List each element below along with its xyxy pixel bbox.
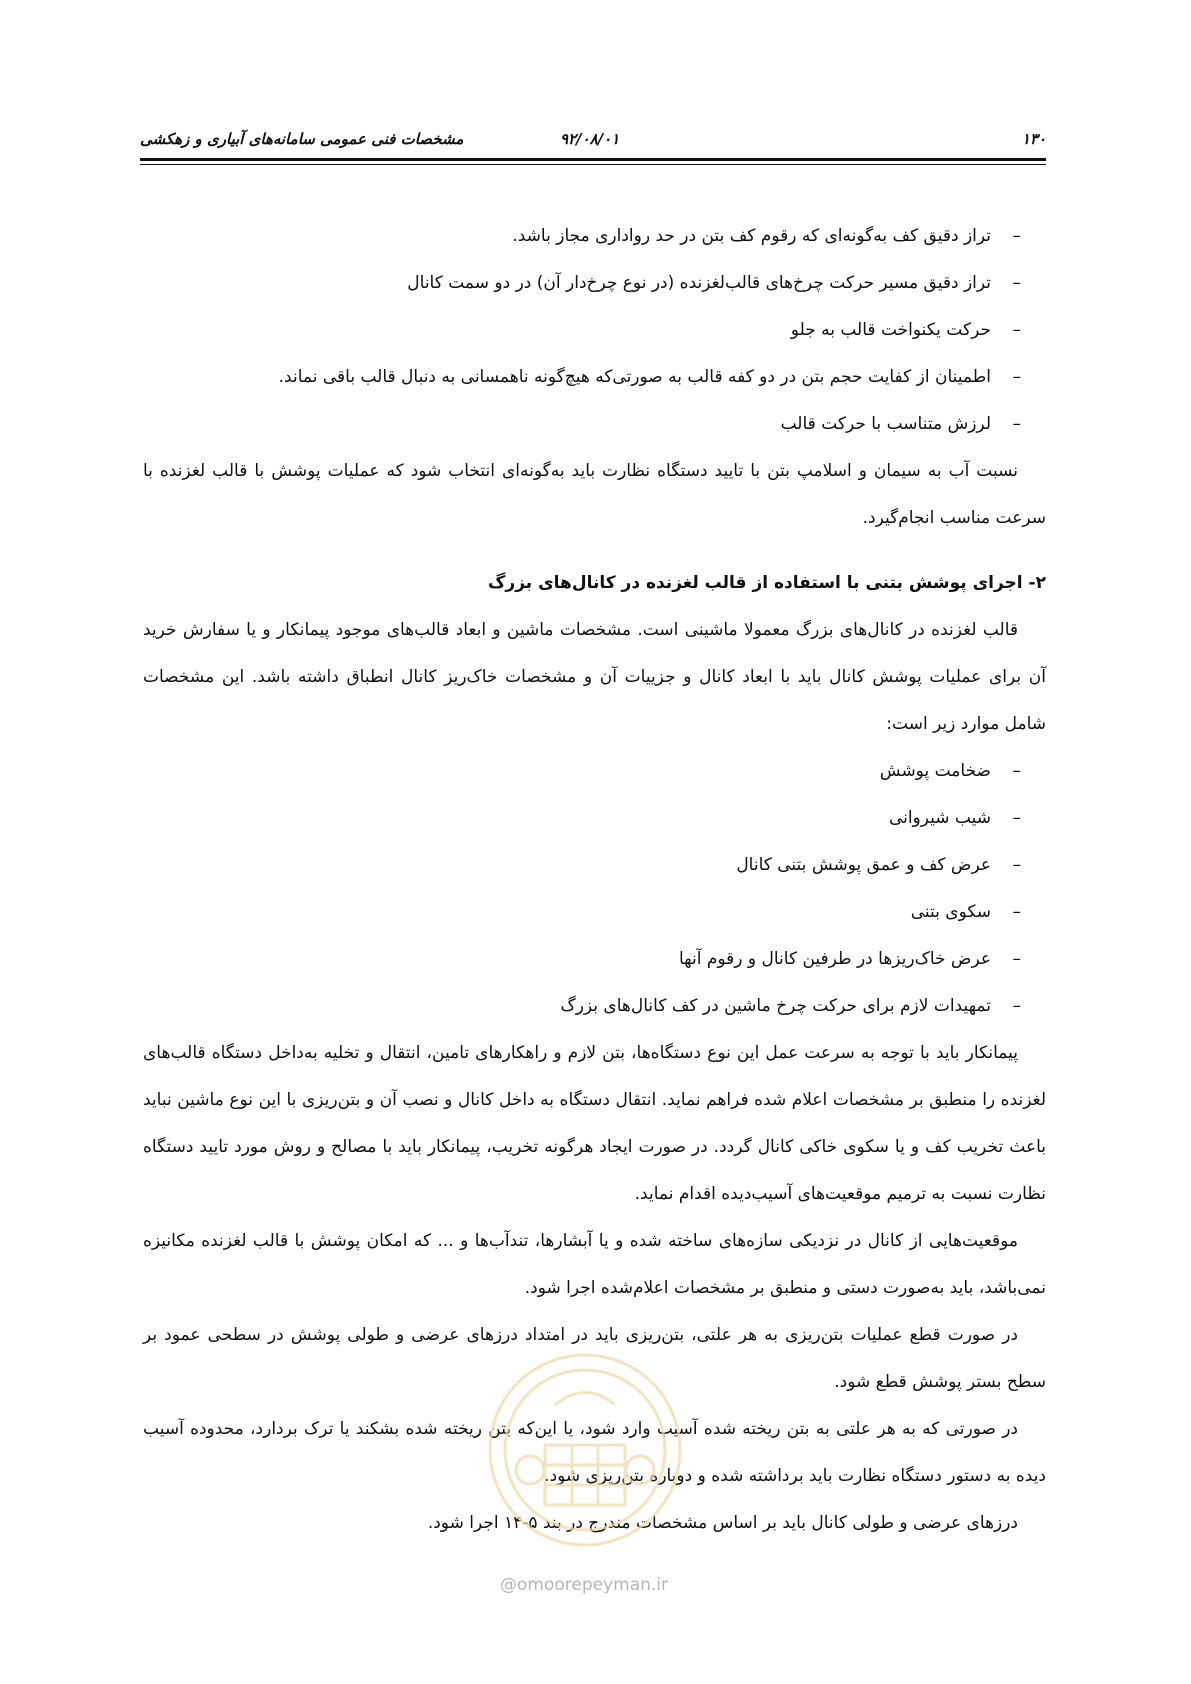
list-item: – تمهیدات لازم برای حرکت چرخ ماشین در کف کانال‌های بزرگ [143,983,1021,1030]
page-number: ۱۳۰ [1021,130,1046,148]
header-rule-thick [140,158,1046,161]
list-item: – لرزش متناسب با حرکت قالب [143,401,1021,448]
list-item: – ضخامت پوشش [143,748,1021,795]
paragraph: در صورت قطع عملیات بتن‌ریزی به هر علتی، بتن‌ریزی باید در امتداد درزهای عرضی و طولی پوشش در سطحی عمود بر سطح بستر پوشش قطع شود. [143,1325,1046,1392]
list-item: – حرکت یکنواخت قالب به جلو [143,307,1021,354]
list-item: – اطمینان از کفایت حجم بتن در دو کفه قالب به صورتی‌که هیچ‌گونه ناهمسانی به دنبال قالب باقی نماند. [143,354,1021,401]
section-heading: ۲- اجرای پوشش بتنی با استفاده از قالب لغزنده در کانال‌های بزرگ [488,573,1046,593]
header-date: ۹۲/۰۸/۰۱ [560,130,620,148]
paragraph: درزهای عرضی و طولی کانال باید بر اساس مشخصات مندرج در بند ۵-۱۴ اجرا شود. [427,1513,1018,1533]
list-item: – عرض کف و عمق پوشش بتنی کانال [143,842,1021,889]
watermark-url: @omoorepeyman.ir [500,1575,669,1595]
watermark-at-icon: @ [500,1575,517,1595]
list-item: – تراز دقیق مسیر حرکت چرخ‌های قالب‌لغزنده (در نوع چرخ‌دار آن) در دو سمت کانال [143,260,1021,307]
list-item: – سکوی بتنی [143,889,1021,936]
paragraph: در صورتی که به هر علتی به بتن ریخته شده آسیب وارد شود، یا این‌که بتن ریخته شده بشکند یا ترک بردارد، محدوده آسیب دیده به دستور دستگاه نظارت باید برداشته شده و دوباره بتن‌ریزی شود. [143,1419,1046,1486]
bullet-list-specifications [143,748,1046,1030]
header-title: مشخصات فنی عمومی سامانه‌های آبیاری و زهکشی [140,130,464,148]
paragraph: موقعیت‌هایی از کانال در نزدیکی سازه‌های ساخته شده و یا آبشارها، تندآب‌ها و ... که امکان پوشش با قالب لغزنده مکانیزه نمی‌باشد، باید به‌صورت دستی و منطبق بر مشخصات اعلام‌شده اجرا شود. [143,1231,1046,1298]
paragraph: پیمانکار باید با توجه به سرعت عمل این نوع دستگاه‌ها، بتن لازم و راهکارهای تامین، انتقال و تخلیه به‌داخل دستگاه قالب‌های لغزنده را منطبق بر مشخصات اعلام شده فراهم نماید. انتقال دستگاه به داخل کانال و نصب آن و بتن‌ریزی با این نوع ماشین نباید باعث تخریب کف و یا سکوی خاکی کانال گردد. در صورت ایجاد هرگونه تخریب، پیمانکار باید با مصالح و روش مورد تایید دستگاه نظارت نسبت به ترمیم موقعیت‌های آسیب‌دیده اقدام نماید. [143,1043,1046,1204]
bullet-list-requirements [143,213,1046,448]
list-item: – عرض خاک‌ریزها در طرفین کانال و رقوم آنها [143,936,1021,983]
list-item: – شیب شیروانی [143,795,1021,842]
list-item: – تراز دقیق کف به‌گونه‌ای که رقوم کف بتن در حد رواداری مجاز باشد. [143,213,1021,260]
page-header [140,130,1046,160]
paragraph: نسبت آب به سیمان و اسلامپ بتن با تایید دستگاه نظارت باید به‌گونه‌ای انتخاب شود که عملیات پوشش با قالب لغزنده با سرعت مناسب انجام‌گیرد. [143,461,1046,528]
header-rule-thin [140,164,1046,165]
watermark-seal-icon [435,1335,735,1565]
paragraph: قالب لغزنده در کانال‌های بزرگ معمولا ماشینی است. مشخصات ماشین و ابعاد قالب‌های موجود پیمانکار و یا سفارش خرید آن برای عملیات پوشش کانال باید با ابعاد کانال و جزییات آن و مشخصات خاک‌ریز کانال انطباق داشته باشد. این مشخصات شامل موارد زیر است: [143,620,1046,734]
